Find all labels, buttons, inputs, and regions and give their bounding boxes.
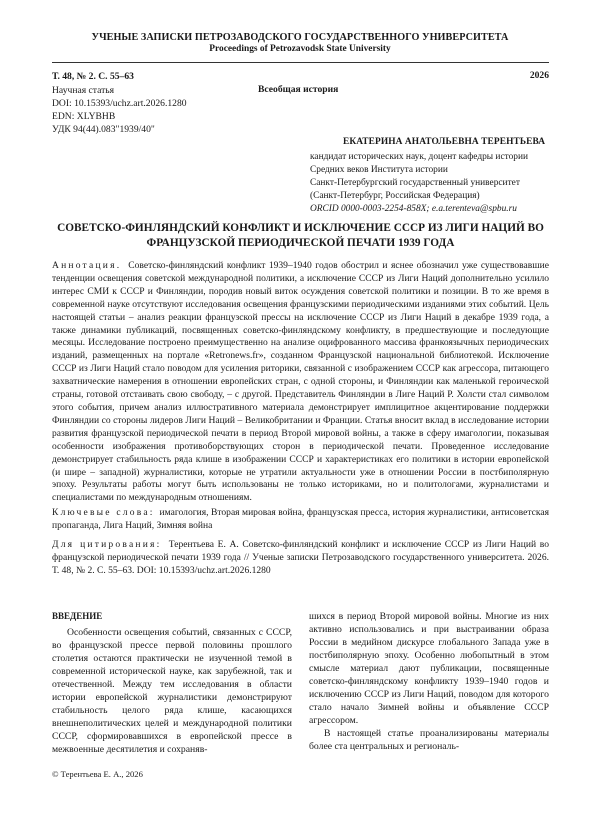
publication-year: 2026 bbox=[529, 70, 549, 81]
citation bbox=[52, 539, 549, 578]
header-divider bbox=[52, 62, 549, 63]
abstract-label: Аннотация. bbox=[52, 260, 122, 271]
copyright: © Терентьева Е. А., 2026 bbox=[52, 769, 143, 779]
edn: EDN: XLYBHB bbox=[52, 111, 116, 122]
journal-title: УЧЕНЫЕ ЗАПИСКИ ПЕТРОЗАВОДСКОГО ГОСУДАРСТВЕННОГО УНИВЕРСИТЕТА bbox=[91, 32, 509, 43]
author-location: (Санкт-Петербург, Российская Федерация) bbox=[310, 191, 480, 201]
body-paragraph: шихся в период Второй мировой войны. Многие из них активно использовались и при выстраивании образа России в медийном дискурсе глобального Запада уже в постбиполярную эпоху. Особенно любопытный в этом смысле материал дают публикации, посвященные советско-финляндскому конфликту 1939–1940 годов и исключению СССР из Лиги Наций, поводом для которого стало начало Зимней войны и объявление СССР агрессором. bbox=[309, 611, 549, 727]
author-name: ЕКАТЕРИНА АНАТОЛЬЕВНА ТЕРЕНТЬЕВА bbox=[343, 137, 546, 147]
author-orcid-email[interactable]: ORCID 0000-0003-2254-858X; e.a.terenteva@spbu.ru bbox=[310, 204, 517, 214]
author-university: Санкт-Петербургский государственный университет bbox=[310, 178, 520, 188]
body-paragraph: В настоящей статье проанализированы материалы более ста центральных и региональ- bbox=[309, 728, 549, 753]
body-left-column bbox=[52, 610, 292, 757]
citation-label: Для цитирования: bbox=[52, 539, 162, 551]
doi[interactable]: DOI: 10.15393/uchz.art.2026.1280 bbox=[52, 98, 187, 109]
article-type: Научная статья bbox=[52, 85, 115, 96]
body-right-column bbox=[309, 610, 549, 754]
body-paragraph: Особенности освещения событий, связанных с СССР, во французской прессе первой половины прошлого столетия остаются практически не изученной темой в современной исторической науке, как зарубежной, так и отечественной. Между тем исследования в области истории европейской журналистики демонстрируют стабильность целого ряда клише, касающихся внешнеполитических целей и международной политики СССР, сформировавшихся в европейской прессе в межвоенные десятилетия и сохраняв- bbox=[52, 627, 292, 756]
keywords-text: имагология, Вторая мировая война, французская пресса, история журналистики, антисоветская пропаганда, Лига Наций, Зимняя война bbox=[52, 507, 549, 532]
keywords bbox=[52, 507, 549, 533]
journal-section: Всеобщая история bbox=[258, 84, 339, 95]
abstract bbox=[52, 260, 549, 505]
citation-text: Терентьева Е. А. Советско-финляндский конфликт и исключение СССР из Лиги Наций во французской периодической печати 1939 года // Ученые записки Петрозаводского государственного университета. 2026. Т. 48, № 2. С. 55–63. DOI: 10.15393/uchz.art.2026.1280 bbox=[52, 539, 549, 576]
keywords-label: Ключевые слова: bbox=[52, 507, 155, 519]
abstract-block bbox=[52, 260, 549, 578]
journal-subtitle: Proceedings of Petrozavodsk State University bbox=[209, 44, 391, 54]
author-department: Средних веков Института истории bbox=[310, 165, 448, 175]
abstract-text: Советско-финляндский конфликт 1939–1940 годов обострил и яснее обозначил уже существовавшие тенденции освещения советской международной политики, а исключение СССР из Лиги Наций дополнительно усилило интерес СМИ к СССР и Финляндии, породив новый виток осуждения советской политики и позиции. В то же время в современной науке отсутствуют исследования освещения французскими периодическими изданиями этих событий. Цель настоящей статьи – анализ реакции французской прессы на исключение СССР из Лиги Наций в декабре 1939 года, а также динамики публикаций, посвященных советско-финляндскому конфликту, в предшествующие и последующие месяцы. Исследование построено преимущественно на анализе оцифрованного массива франкоязычных периодических изданий, размещенных на портале «Retronews.fr», созданном Французской национальной библиотекой. Исключение СССР из Лиги Наций стало поводом для усиления риторики, связанной с изображением СССР как агрессора, питающего захватнические намерения в отношении европейских стран, с одной стороны, и Финляндии как маленькой героической страны, готовой отстаивать свою свободу, – с другой. Представитель Финляндии в Лиге Наций Р. Холсти стал символом этого события, причем анализ иллюстративного материала демонстрирует имплицитное акцентирование поддержки Финляндии со стороны лидеров Лиги Наций – Великобритании и Франции. Статья вносит вклад в исследование истории развития французской периодической печати в период Второй мировой войны, а также в сферу имагологии, показывая особенности изображения противоборствующих сторон в периодической печати. Проведенное исследование демонстрирует стабильность ряда клише в изображении СССР и характеристиках его политики в истории европейской (и шире – западной) журналистики, которые не утратили актуальности уже в отношении России в постбиполярную эпоху. Результаты работы могут быть использованы не только историками, но и политологами, журналистами и специалистами по международным отношениям. bbox=[52, 260, 549, 504]
udk: УДК 94(44).083"1939/40" bbox=[52, 124, 155, 135]
article-title: СОВЕТСКО-ФИНЛЯНДСКИЙ КОНФЛИКТ И ИСКЛЮЧЕНИЕ СССР ИЗ ЛИГИ НАЦИЙ ВО ФРАНЦУЗСКОЙ ПЕРИОДИЧЕСКОЙ ПЕЧАТИ 1939 ГОДА bbox=[57, 222, 544, 249]
section-heading: ВВЕДЕНИЕ bbox=[52, 611, 103, 621]
volume-issue-pages: Т. 48, № 2. С. 55–63 bbox=[52, 71, 134, 82]
author-degree: кандидат исторических наук, доцент кафедры истории bbox=[310, 152, 528, 162]
